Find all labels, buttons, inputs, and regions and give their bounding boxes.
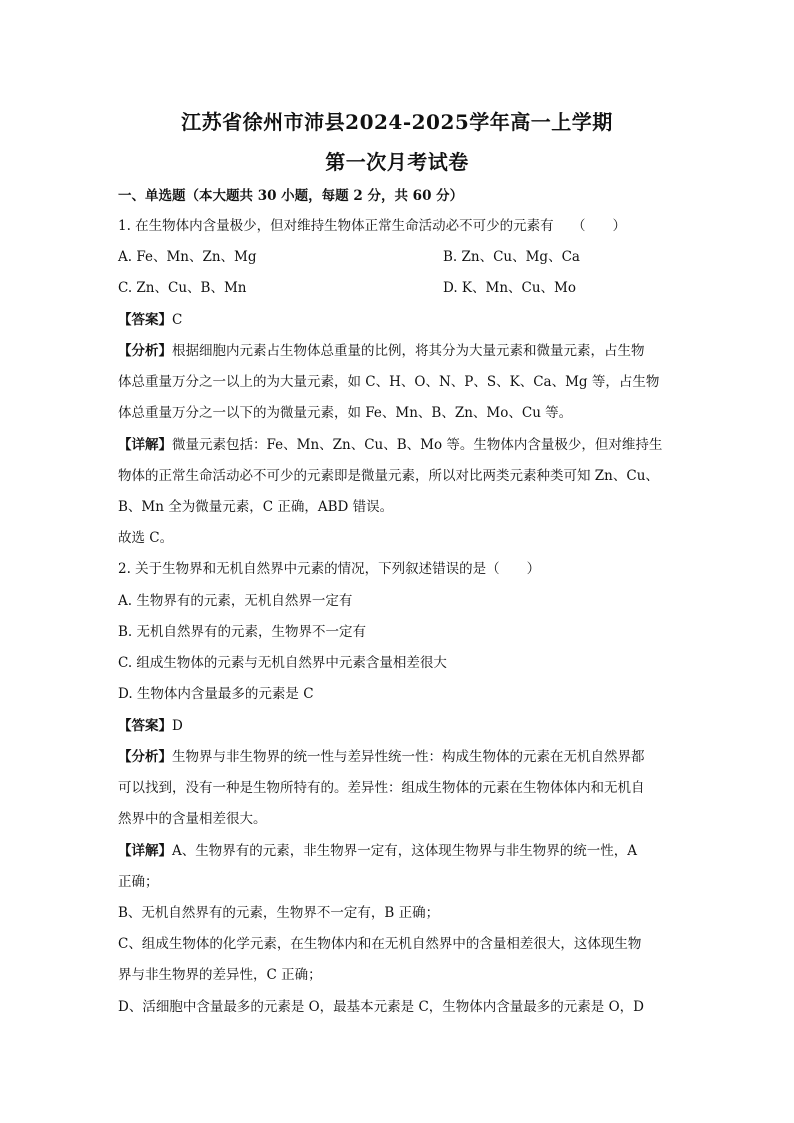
q2-detail-line-6: D、活细胞中含量最多的元素是 O，最基本元素是 C，生物体内含量最多的元素是 O，D <box>118 999 644 1015</box>
q2-detail-line-1 <box>118 841 678 861</box>
q1-detail-line-1 <box>118 435 678 455</box>
q2-option-c: C. 组成生物体的元素与无机自然界中元素含量相差很大 <box>118 655 447 671</box>
q2-detail-line-5: 界与非生物界的差异性，C 正确； <box>118 967 322 983</box>
q2-answer: D <box>172 718 183 734</box>
q2-option-b: B. 无机自然界有的元素，生物界不一定有 <box>118 624 367 640</box>
q2-detail-tag: 【详解】 <box>118 843 172 859</box>
q1-analysis-tag: 【分析】 <box>118 343 172 359</box>
q1-option-c: C. Zn、Cu、B、Mn <box>118 280 247 296</box>
q1-analysis-line-2: 体总重量万分之一以上的为大量元素，如 C、H、O、N、P、S、K、Ca、Mg 等，占生物 <box>118 374 660 390</box>
q2-detail-text-1: A、生物界有的元素，非生物界一定有，这体现生物界与非生物界的统一性，A <box>172 843 637 859</box>
q2-analysis-line-1 <box>118 747 678 767</box>
q1-detail-line-2: 物体的正常生命活动必不可少的元素即是微量元素，所以对比两类元素种类可知 Zn、Cu、 <box>118 468 659 484</box>
q2-detail-line-3: B、无机自然界有的元素，生物界不一定有，B 正确； <box>118 905 440 921</box>
q1-answer-blank: （ ） <box>571 218 626 234</box>
q1-stem-line <box>118 216 678 236</box>
q1-option-a: A. Fe、Mn、Zn、Mg <box>118 249 257 265</box>
q1-analysis-line-3: 体总重量万分之一以下的为微量元素，如 Fe、Mn、B、Zn、Mo、Cu 等。 <box>118 405 573 421</box>
title-line-2: 第一次月考试卷 <box>325 150 469 174</box>
q2-detail-line-2: 正确； <box>118 874 159 890</box>
q1-answer: C <box>172 312 183 328</box>
q1-detail-tag: 【详解】 <box>118 437 172 453</box>
q1-answer-line <box>118 310 678 330</box>
q1-choose: 故选 C。 <box>118 530 174 546</box>
q1-detail-text-1: 微量元素包括：Fe、Mn、Zn、Cu、B、Mo 等。生物体内含量极少，但对维持生 <box>172 437 663 453</box>
q1-option-b: B. Zn、Cu、Mg、Ca <box>443 249 580 265</box>
section-heading: 一、单选题（本大题共 30 小题，每题 2 分，共 60 分） <box>118 188 464 204</box>
q1-answer-tag: 【答案】 <box>118 312 172 328</box>
q2-analysis-tag: 【分析】 <box>118 749 172 765</box>
q2-stem: 2. 关于生物界和无机自然界中元素的情况，下列叙述错误的是（ ） <box>118 561 541 577</box>
title-line-1: 江苏省徐州市沛县2024-2025学年高一上学期 <box>181 110 613 134</box>
q2-analysis-line-2: 可以找到，没有一种是生物所特有的。差异性：组成生物体的元素在生物体体内和无机自 <box>118 780 645 796</box>
q2-answer-tag: 【答案】 <box>118 718 172 734</box>
q1-option-d: D. K、Mn、Cu、Mo <box>443 280 577 296</box>
q1-detail-line-3: B、Mn 全为微量元素，C 正确，ABD 错误。 <box>118 499 394 515</box>
q2-analysis-text-1: 生物界与非生物界的统一性与差异性统一性：构成生物体的元素在无机自然界都 <box>172 749 645 765</box>
q1-stem: 1. 在生物体内含量极少，但对维持生物体正常生命活动必不可少的元素有 <box>118 218 554 234</box>
q1-analysis-text-1: 根据细胞内元素占生物体总重量的比例，将其分为大量元素和微量元素，占生物 <box>172 343 645 359</box>
q2-answer-line <box>118 716 678 736</box>
q1-analysis-line-1 <box>118 341 678 361</box>
q2-detail-line-4: C、组成生物体的化学元素，在生物体内和在无机自然界中的含量相差很大，这体现生物 <box>118 936 642 952</box>
q2-analysis-line-3: 然界中的含量相差很大。 <box>118 811 267 827</box>
q2-option-a: A. 生物界有的元素，无机自然界一定有 <box>118 593 353 609</box>
q2-option-d: D. 生物体内含量最多的元素是 C <box>118 686 314 702</box>
